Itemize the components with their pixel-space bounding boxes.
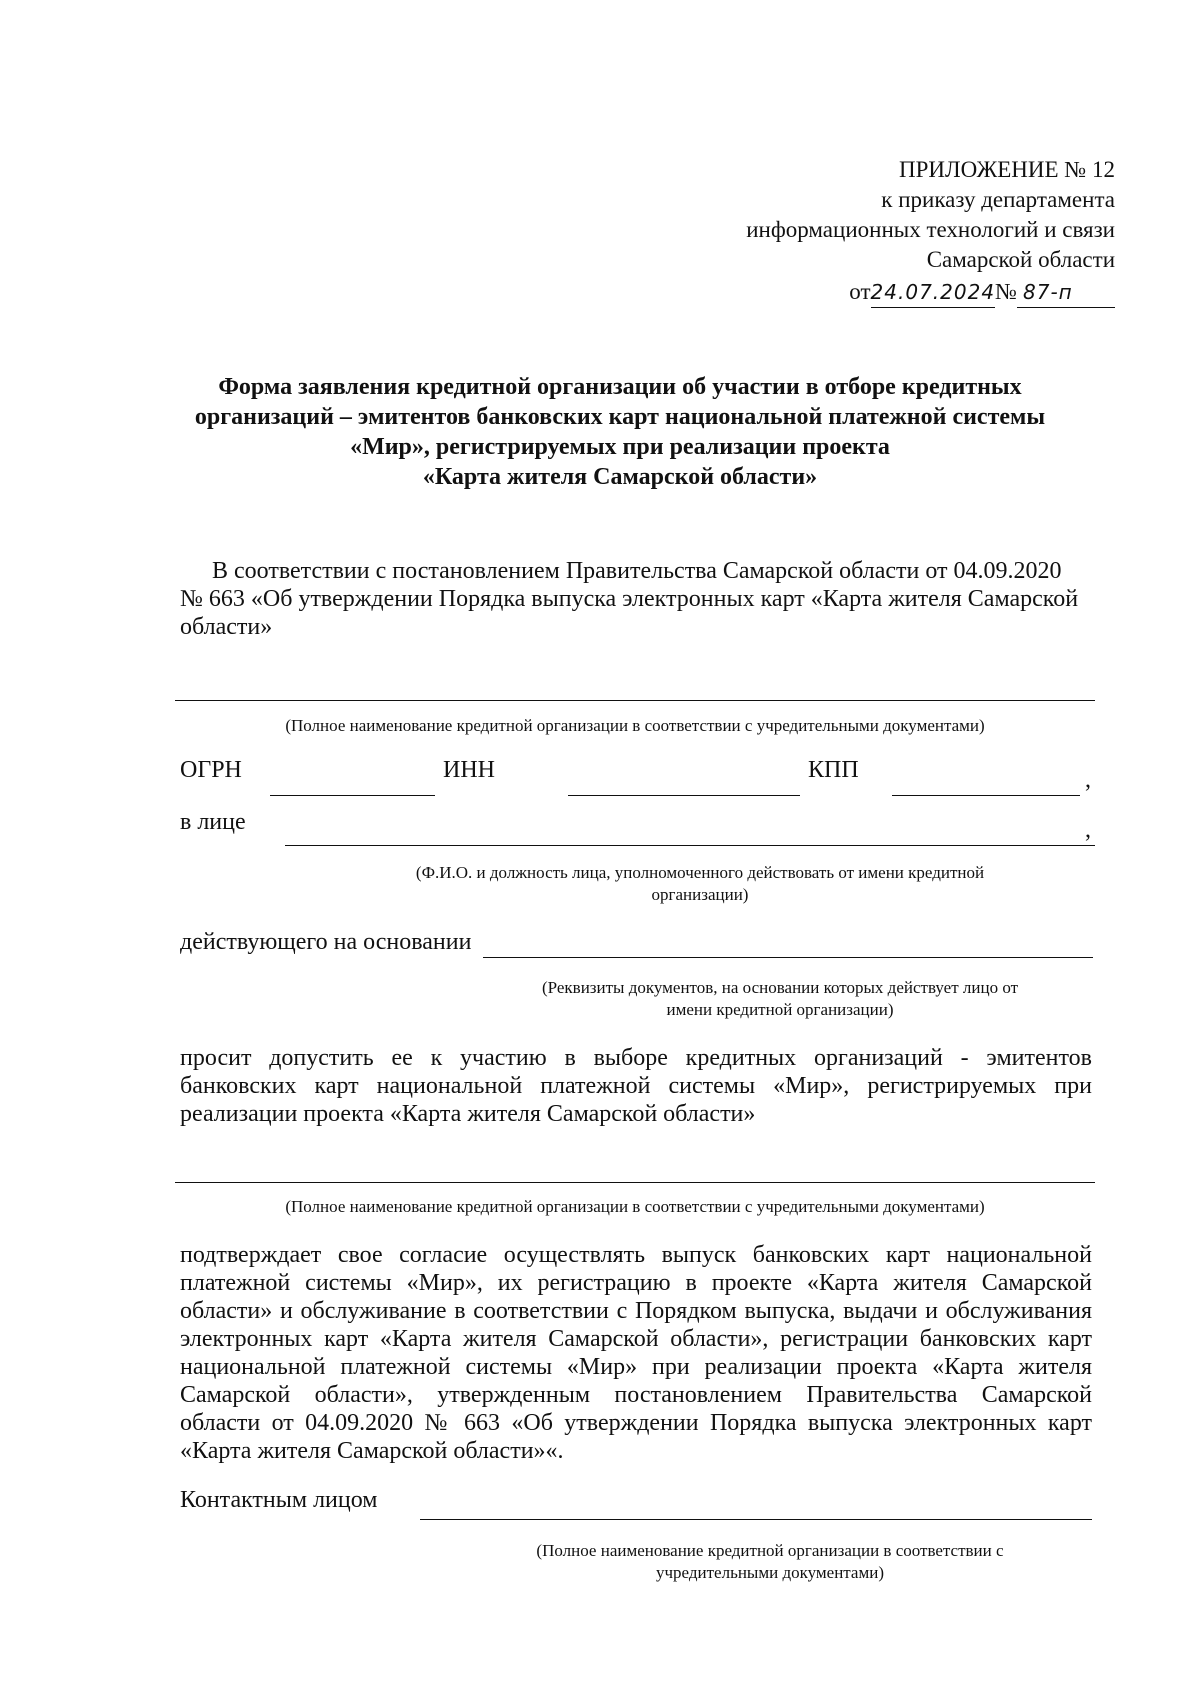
confirm-line-8: «Карта жителя Самарской области»«. (180, 1438, 564, 1464)
intro-paragraph (180, 557, 1092, 641)
contact-caption (440, 1540, 1100, 1584)
basis-caption (470, 977, 1090, 1021)
inn-label: ИНН (443, 757, 495, 783)
kpp-field[interactable] (892, 795, 1080, 796)
contact-field[interactable] (420, 1519, 1092, 1520)
contact-label: Контактным лицом (180, 1487, 378, 1513)
person-caption-line-1: (Ф.И.О. и должность лица, уполномоченного действовать от имени кредитной (415, 863, 985, 882)
confirm-line-1: подтверждает свое согласие осуществлять выпуск банковских карт национальной (180, 1242, 1092, 1268)
confirm-line-7: области от 04.09.2020 № 663 «Об утверждении Порядка выпуска электронных карт (180, 1410, 1092, 1436)
request-line-1: просит допустить ее к участию в выборе кредитных организаций - эмитентов (180, 1045, 1092, 1071)
person-caption-line-2: организации) (651, 885, 749, 904)
confirm-line-6: Самарской области», утвержденным постановлением Правительства Самарской (180, 1382, 1092, 1408)
title-line-1: Форма заявления кредитной организации об участии в отборе кредитных (218, 374, 1022, 400)
confirm-line-5: национальной платежной системы «Мир» при реализации проекта «Карта жителя (180, 1354, 1092, 1380)
request-line-2: банковских карт национальной платежной системы «Мир», регистрируемых при (180, 1073, 1092, 1099)
intro-line-2: № 663 «Об утверждении Порядка выпуска электронных карт «Карта жителя Самарской (180, 586, 1079, 612)
date-prefix: от (849, 279, 871, 304)
form-title (180, 372, 1060, 492)
contact-caption-line-1: (Полное наименование кредитной организации в соответствии с (536, 1541, 1004, 1560)
appendix-header (746, 155, 1115, 308)
title-line-4: «Карта жителя Самарской области» (422, 464, 818, 490)
kpp-label: КПП (808, 757, 859, 783)
kpp-comma: , (1085, 767, 1091, 793)
appendix-date-line (746, 277, 1115, 308)
confirm-line-4: электронных карт «Карта жителя Самарской области», регистрации банковских карт (180, 1326, 1092, 1352)
confirm-paragraph (180, 1241, 1092, 1465)
title-line-3: «Мир», регистрируемых при реализации проекта (350, 434, 890, 460)
confirm-line-3: области» и обслуживание в соответствии с Порядком выпуска, выдачи и обслуживания (180, 1298, 1092, 1324)
handwritten-date: 24.07.2024 (871, 277, 996, 308)
title-line-2: организаций – эмитентов банковских карт национальной платежной системы (194, 404, 1046, 430)
number-prefix: № (995, 279, 1017, 304)
intro-line-1: В соответствии с постановлением Правительства Самарской области от 04.09.2020 (212, 558, 1062, 584)
person-comma: , (1085, 817, 1091, 843)
intro-line-3: области» (180, 614, 273, 640)
org-name-line[interactable] (175, 700, 1095, 701)
basis-label: действующего на основании (180, 929, 472, 955)
appendix-number: ПРИЛОЖЕНИЕ № 12 (898, 157, 1115, 182)
org-name-caption-2: (Полное наименование кредитной организации в соответствии с учредительными документами) (285, 1197, 985, 1216)
person-caption (320, 862, 1080, 906)
person-field[interactable] (285, 845, 1095, 846)
request-line-3: реализации проекта «Карта жителя Самарской области» (180, 1101, 756, 1127)
appendix-line-order: к приказу департамента (881, 187, 1115, 212)
request-paragraph (180, 1044, 1092, 1128)
appendix-line-region: Самарской области (926, 247, 1115, 272)
contact-caption-line-2: учредительными документами) (656, 1563, 884, 1582)
basis-field[interactable] (483, 957, 1093, 958)
basis-caption-line-2: имени кредитной организации) (666, 1000, 894, 1019)
inn-field[interactable] (568, 795, 800, 796)
confirm-line-2: платежной системы «Мир», их регистрацию в проекте «Карта жителя Самарской (180, 1270, 1092, 1296)
ogrn-field[interactable] (270, 795, 435, 796)
basis-caption-line-1: (Реквизиты документов, на основании которых действует лицо от (541, 978, 1019, 997)
person-label: в лице (180, 809, 246, 835)
ogrn-label: ОГРН (180, 757, 242, 783)
org-name-line-2[interactable] (175, 1182, 1095, 1183)
appendix-line-department: информационных технологий и связи (746, 217, 1115, 242)
org-name-caption: (Полное наименование кредитной организации в соответствии с учредительными документами) (285, 716, 985, 735)
handwritten-number: 87-п (1017, 277, 1115, 308)
